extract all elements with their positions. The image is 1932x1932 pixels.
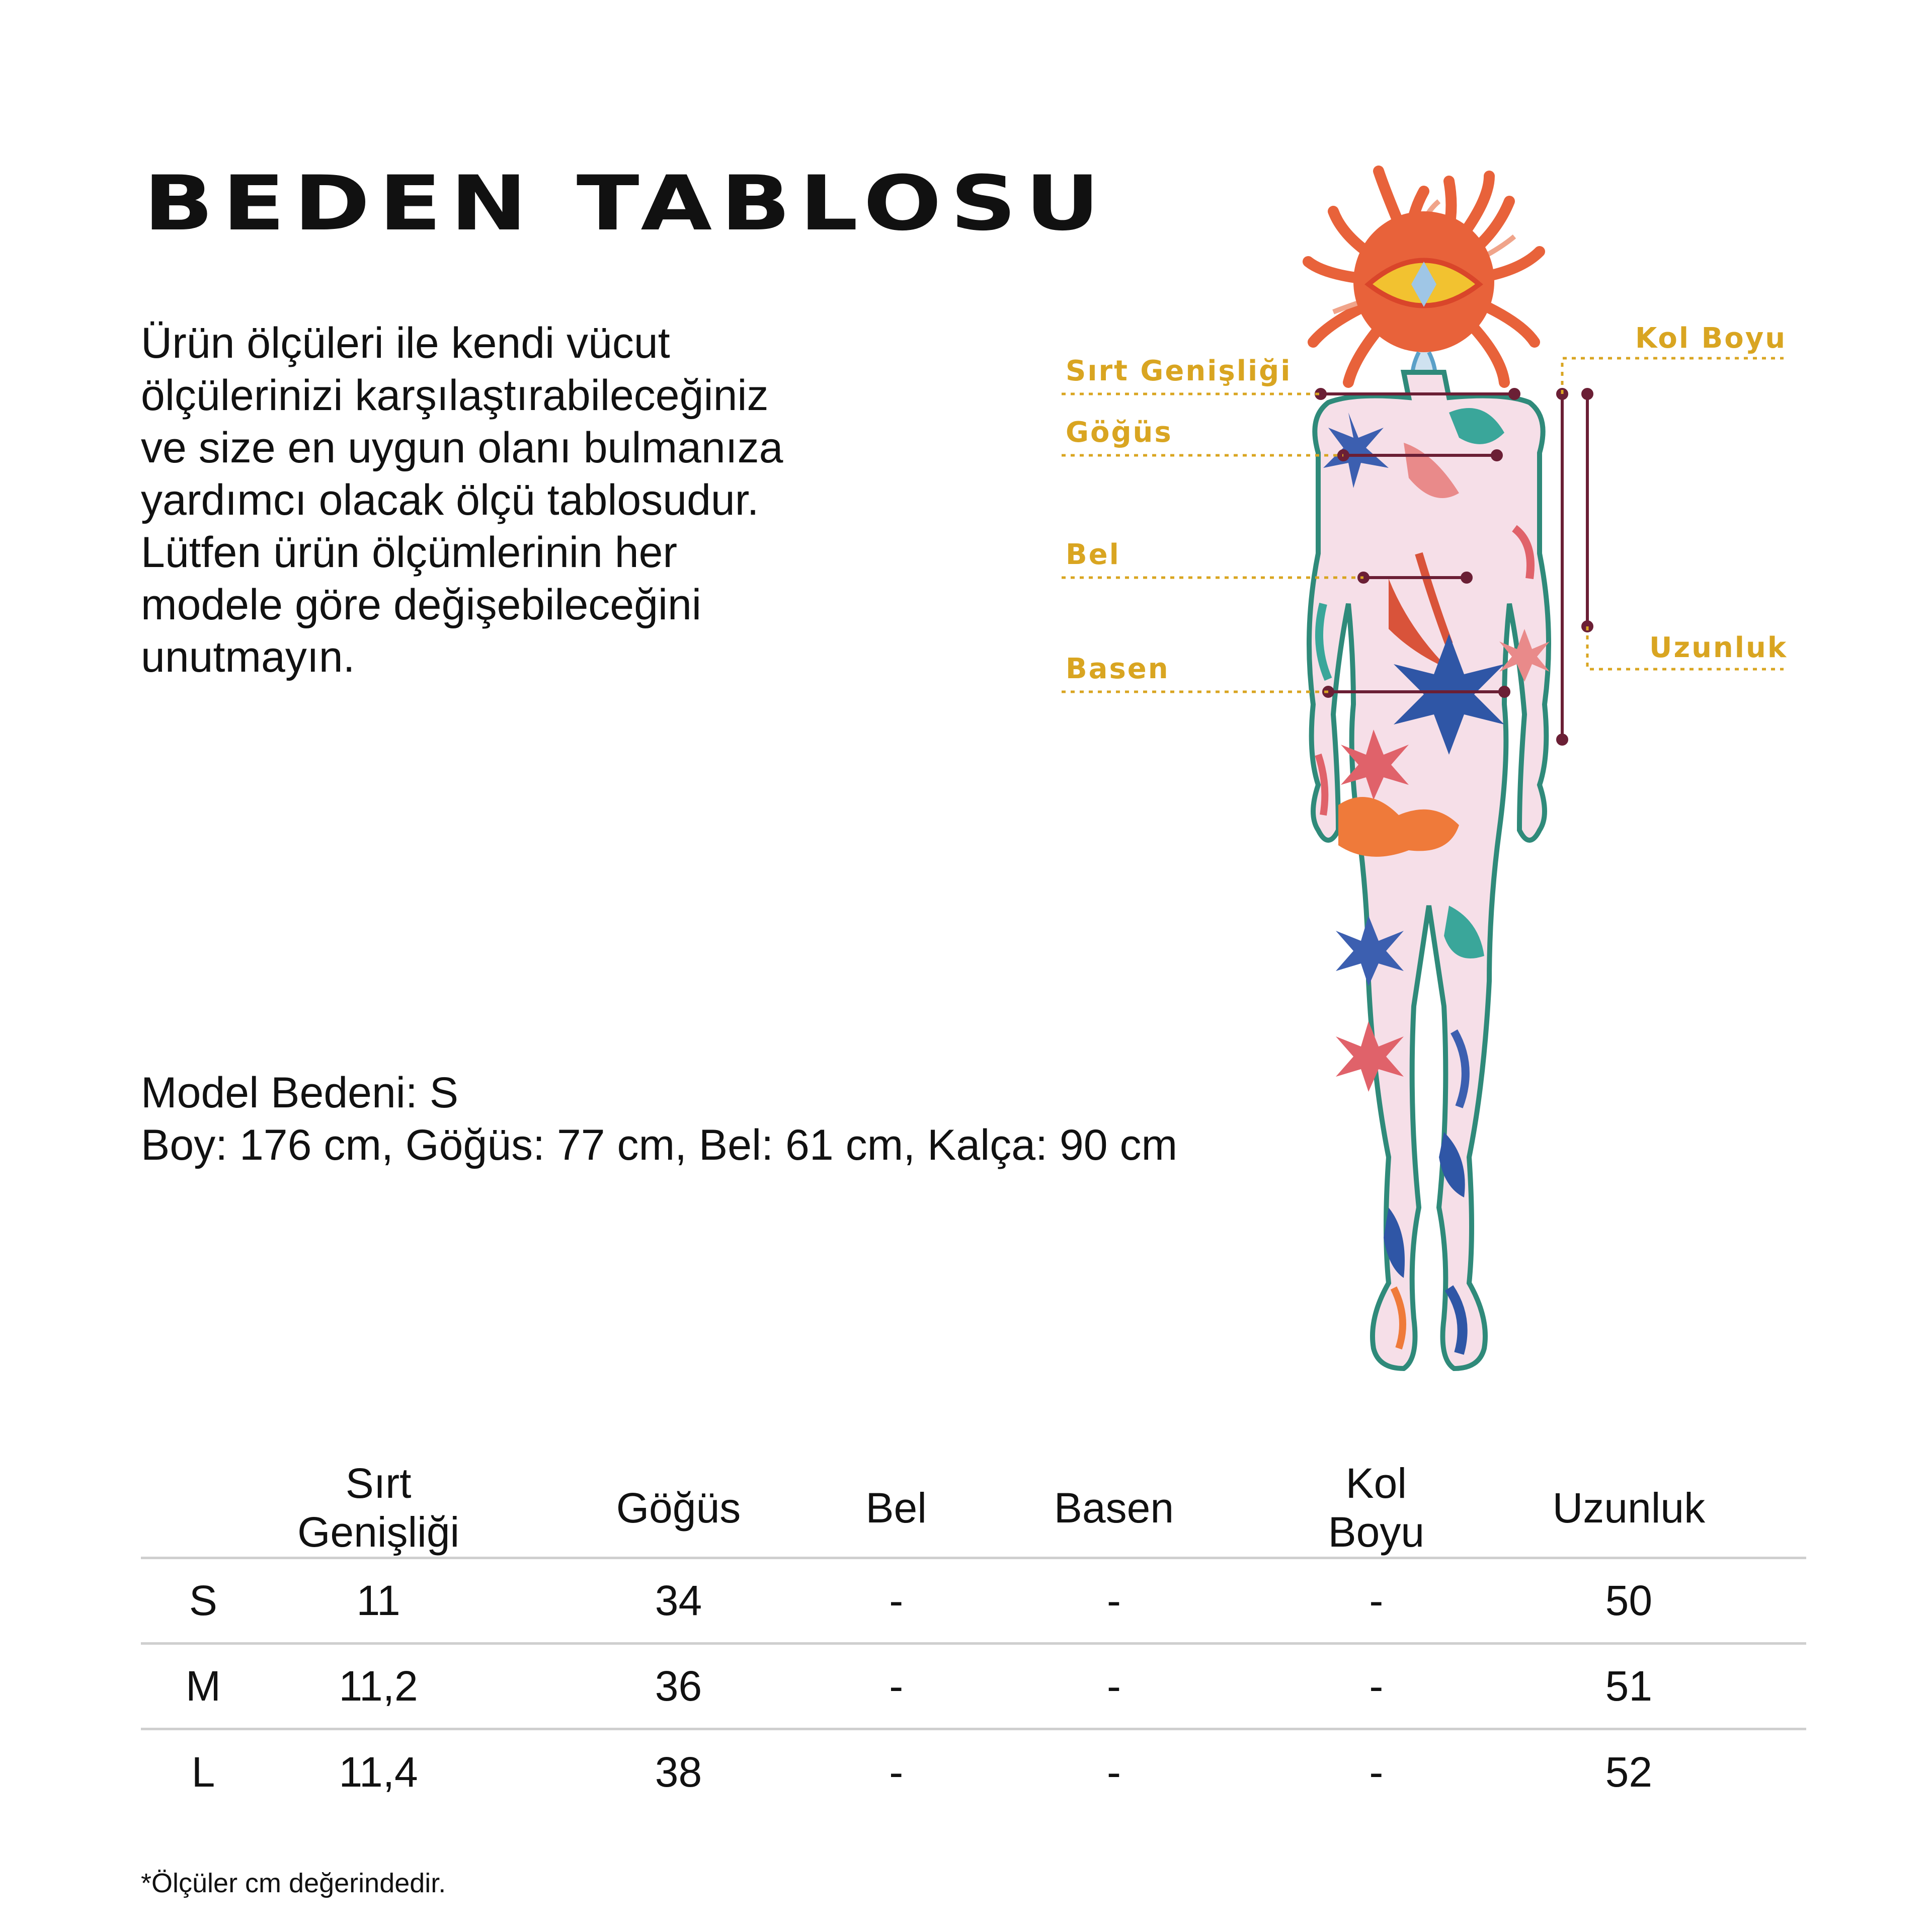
table-cell: M <box>185 1662 221 1710</box>
sun-head-icon <box>1308 171 1540 403</box>
table-header-cell: Basen <box>1054 1484 1174 1532</box>
table-cell: S <box>189 1577 217 1624</box>
model-size: Model Bedeni: S <box>141 1069 459 1117</box>
table-header-cell: Göğüs <box>616 1484 741 1532</box>
size-table <box>141 1459 1806 1815</box>
label-sirt-genisligi: Sırt Genişliği <box>1066 355 1292 387</box>
intro-line: ve size en uygun olanı bulmanıza <box>141 424 783 472</box>
table-cell: - <box>1369 1748 1384 1796</box>
table-cell: 50 <box>1605 1577 1653 1624</box>
intro-line: modele göre değişebileceğini <box>141 581 701 629</box>
table-row <box>141 1729 1806 1815</box>
label-kol-boyu: Kol Boyu <box>1635 322 1787 355</box>
table-cell: 34 <box>655 1577 702 1624</box>
table-header-row <box>141 1459 1806 1558</box>
table-cell: 52 <box>1605 1748 1653 1796</box>
intro-line: unutmayın. <box>141 633 355 681</box>
table-cell: 11 <box>356 1577 400 1624</box>
table-cell: - <box>889 1748 904 1796</box>
label-bel: Bel <box>1066 538 1120 571</box>
intro-line: ölçülerinizi karşılaştırabileceğiniz <box>141 371 769 420</box>
table-cell: - <box>889 1662 904 1710</box>
body-silhouette <box>1309 372 1549 1369</box>
label-basen: Basen <box>1066 653 1170 685</box>
table-cell: - <box>1106 1577 1121 1624</box>
table-row <box>141 1644 1806 1729</box>
footnote: *Ölçüler cm değerindedir. <box>141 1868 446 1898</box>
table-header-cell: Sırt Genişliği <box>297 1460 460 1556</box>
table-cell: 51 <box>1605 1662 1653 1710</box>
table-cell: - <box>1106 1748 1121 1796</box>
table-header-cell: Bel <box>865 1484 927 1532</box>
table-header-cell: Kol Boyu <box>1328 1460 1425 1556</box>
table-row <box>141 1558 1806 1644</box>
table-cell: 36 <box>655 1662 702 1710</box>
table-header-cell <box>141 1459 266 1558</box>
table-cell: 11,4 <box>339 1748 418 1796</box>
label-gogus: Göğüs <box>1066 416 1173 449</box>
table-cell: - <box>1106 1662 1121 1710</box>
model-measures: Boy: 176 cm, Göğüs: 77 cm, Bel: 61 cm, Kalça: 90 cm <box>141 1121 1178 1169</box>
table-cell: - <box>1369 1577 1384 1624</box>
intro-line: yardımcı olacak ölçü tablosudur. <box>141 476 759 524</box>
table-cell: 38 <box>655 1748 702 1796</box>
table-header-cell: Uzunluk <box>1552 1484 1706 1532</box>
table-cell: - <box>1369 1662 1384 1710</box>
intro-line: Lütfen ürün ölçümlerinin her <box>141 528 678 577</box>
page-title: BEDEN TABLOSU <box>143 160 1109 248</box>
table-cell: L <box>191 1748 215 1796</box>
table-cell: 11,2 <box>339 1662 418 1710</box>
intro-line: Ürün ölçüleri ile kendi vücut <box>141 319 670 367</box>
table-cell: - <box>889 1577 904 1624</box>
label-uzunluk: Uzunluk <box>1649 631 1788 664</box>
